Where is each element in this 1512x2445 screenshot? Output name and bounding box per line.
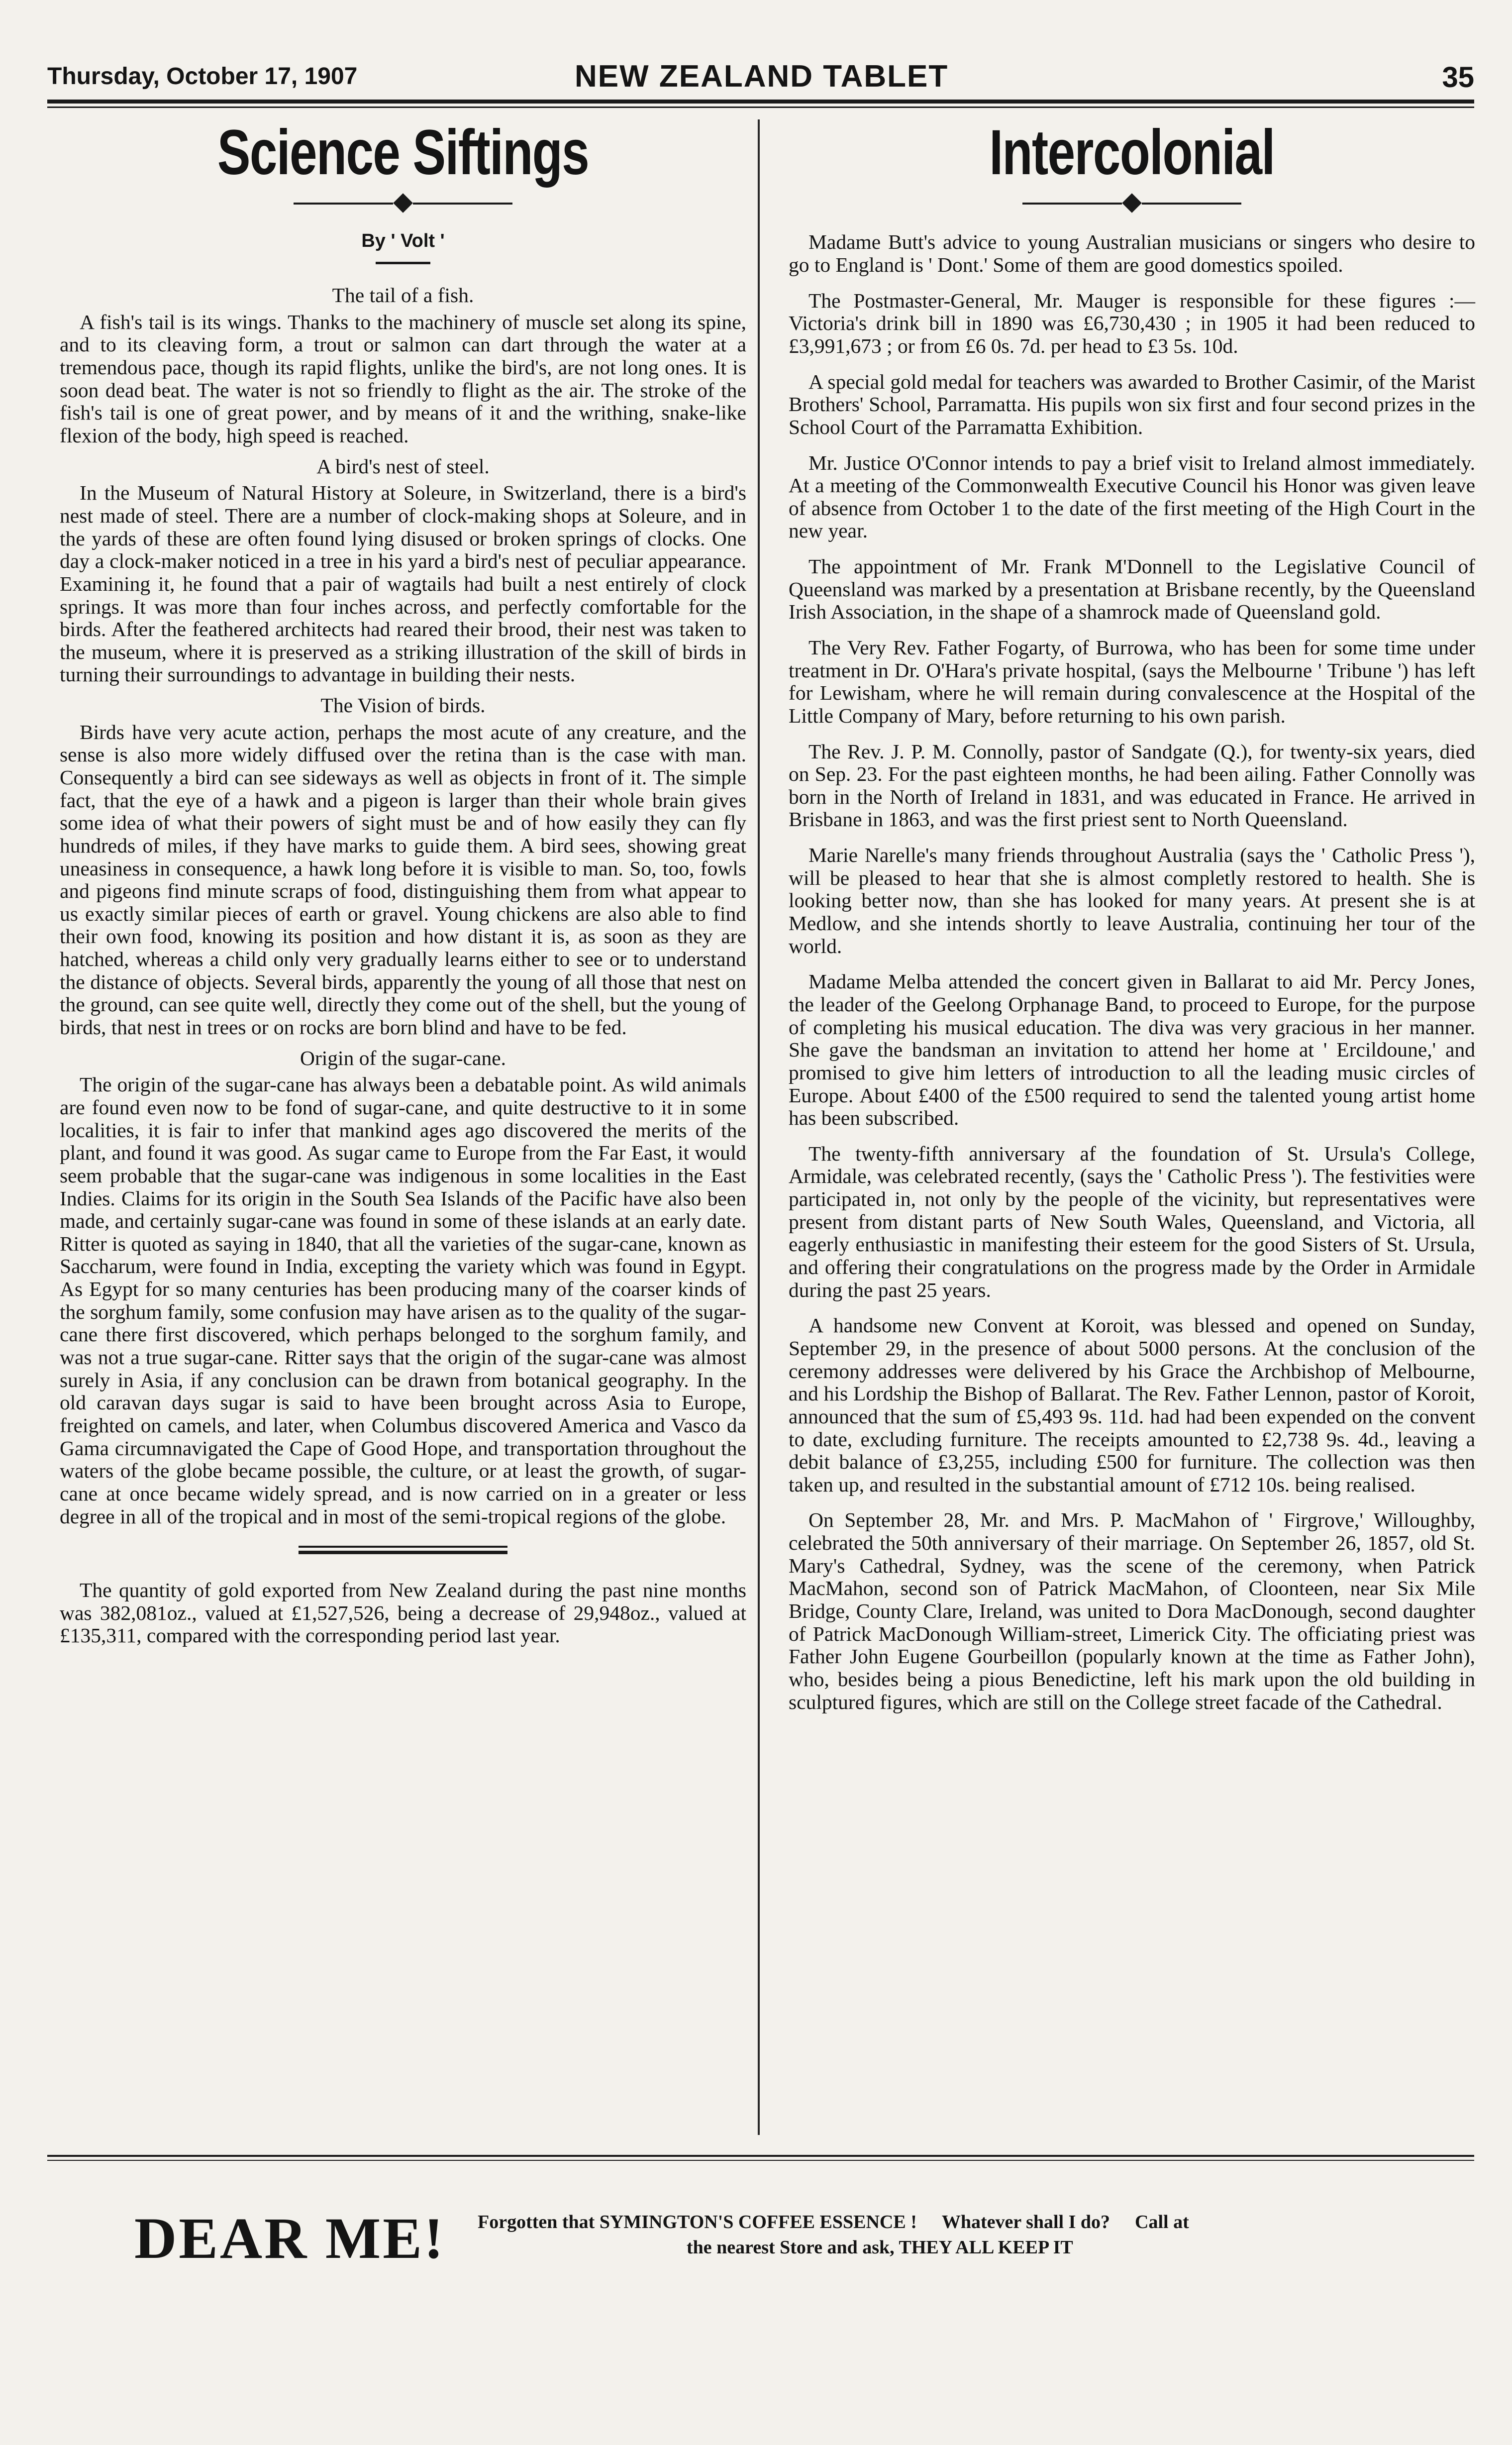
ornament-line [1022, 203, 1122, 205]
news-item: Marie Narelle's many friends throughout Australia (says the ' Catholic Press '), will be pleased to hear that she is almost completly restored to health. She is looking better now, than she has looked for many years. At present she is at Medlow, and she intends shortly to leave Australia, continuing her tour of the world. [789, 844, 1475, 957]
newspaper-title: NEW ZEALAND TABLET [575, 59, 949, 94]
diamond-icon [393, 194, 413, 213]
section-title-intercolonial: Intercolonial [989, 117, 1275, 188]
ornament-line [413, 203, 512, 205]
title-ornament [294, 196, 512, 211]
news-item: On September 28, Mr. and Mrs. P. MacMahon of ' Firgrove,' Willoughby, celebrated the 50th anniversary of their marriage. On September 26, 1857, old St. Mary's Cathedral, Sydney, was the scene of the ceremony, when Patrick MacMahon, second son of Patrick MacMahon, of Cloonteen, near Six Mile Bridge, County Clare, Ireland, was united to Dora MacDonough, second daughter of Patrick MacDonough William-street, Limerick City. The officiating priest was Father John Eugene Gourbeillon (popularly known at the time as Father John), who, besides being a pious Benedictine, left his mark upon the old building in sculptured figures, which are still on the College street facade of the Cathedral. [789, 1508, 1475, 1713]
page-number: 35 [1442, 61, 1474, 94]
article-heading: The tail of a fish. [332, 284, 474, 307]
section-end-rule [299, 1546, 507, 1548]
title-ornament [1022, 196, 1241, 211]
article-body: The origin of the sugar-cane has always been a debatable point. As wild animals are found even now to be fond of sugar-cane, and quite destructive to it in some localities, it is fair to infer that mankind ages ago discovered the merits of the plant, and found it was good. As sugar came to Europe from the Far East, it would seem probable that the sugar-cane was indigenous in some localities in the East Indies. Claims for its origin in the South Sea Islands of the Pacific have also been made, and certainly sugar-cane was found in some of these islands at an early date. Ritter is quoted as saying in 1840, that all the varieties of the sugar-cane, known as Saccharum, were found in India, excepting the variety which was found in Egypt. As Egypt for so many centuries has been producing many of the coarser kinds of the sorghum family, some confusion may have arisen as to the quality of the sugar-cane there first discovered, which perhaps belonged to the sorghum family, and was not a true sugar-cane. Ritter says that the origin of the sugar-cane was almost surely in Asia, if any conclusion can be drawn from botanical geography. In the old caravan days sugar is said to have been brought across Asia to Europe, freighted on camels, and later, when Columbus discovered America and Vasco da Gama circumnavigated the Cape of Good Hope, and transportation throughout the waters of the globe became possible, the culture, or at least the growth, of sugar-cane at once became widely spread, and is now carried on in a greater or less degree in all of the tropical and in most of the semi-tropical regions of the globe. [60, 1073, 746, 1528]
masthead [47, 59, 1474, 95]
ornament-line [294, 203, 393, 205]
news-item: The Rev. J. P. M. Connolly, pastor of Sandgate (Q.), for twenty-six years, died on Sep. 23. For the past eighteen months, he had been ailing. Father Connolly was born in the North of Ireland in 1831, and was educated in France. He arrived in Brisbane in 1863, and was the first priest sent to North Queensland. [789, 740, 1475, 831]
byline-rule [376, 262, 430, 264]
advert-line-1b: Whatever shall I do? [941, 2212, 1110, 2232]
diamond-icon [1122, 194, 1142, 213]
section-end-rule-thick [299, 1551, 507, 1554]
article-body: Birds have very acute action, perhaps the most acute of any creature, and the sense is also more widely diffused over the retina than is the case with man. Consequently a bird can see sideways as well as objects in front of it. The simple fact, that the eye of a hawk and a pigeon is larger than their whole brain gives some idea of what their powers of sight must be and of how easily they can fly hundreds of miles, if they have marks to guide them. A bird sees, showing great uneasiness in consequence, a hawk long before it is visible to man. So, too, fowls and pigeons find minute scraps of food, distinguishing them from what appear to us exactly similar pieces of earth or gravel. Young chickens are also able to find their own food, knowing its position and how distant it is, as soon as they are hatched, whereas a child only very gradually learns either to see or to understand the distance of objects. Several birds, apparently the young of all those that nest on the ground, can see quite well, directly they come out of the shell, but the young of birds, that nest in trees or on rocks are born blind and have to be fed. [60, 720, 746, 1039]
news-item: Mr. Justice O'Connor intends to pay a brief visit to Ireland almost immediately. At a meeting of the Commonwealth Executive Council his Honor was given leave of absence from October 1 to the date of the first meeting of the High Court in the new year. [789, 451, 1475, 542]
article-body: In the Museum of Natural History at Soleure, in Switzerland, there is a bird's nest made of steel. There are a number of clock-making shops at Soleure, and in the yards of these are often found lying disused or broken springs of clocks. One day a clock-maker noticed in a tree in his yard a bird's nest of peculiar appearance. Examining it, he found that a pair of wagtails had built a nest entirely of clock springs. It was more than four inches across, and perfectly comfortable for the birds. After the feathered architects had reared their brood, their nest was taken to the museum, where it is preserved as a striking illustration of the skill of birds in turning their surroundings to advantage in building their nests. [60, 481, 746, 686]
column-divider [758, 119, 760, 2135]
news-item: Madame Butt's advice to young Australian musicians or singers who desire to go to England is ' Dont.' Some of them are good domestics spoiled. [789, 230, 1475, 277]
intercolonial-column [789, 119, 1475, 1726]
news-item: The Very Rev. Father Fogarty, of Burrowa, who has been for some time under treatment in Dr. O'Hara's private hospital, (says the Melbourne ' Tribune ') has left for Lewisham, where he will remain during convalescence at the Hospital of the Little Company of Mary, before returning to his own parish. [789, 636, 1475, 727]
science-siftings-column [60, 119, 746, 1647]
issue-date: Thursday, October 17, 1907 [47, 63, 358, 90]
news-item: A handsome new Convent at Koroit, was blessed and opened on Sunday, September 29, in the presence of about 5000 persons. At the conclusion of the ceremony addresses were delivered by his Grace the Archbishop of Melbourne, and his Lordship the Bishop of Ballarat. The Rev. Father Lennon, pastor of Koroit, announced that the sum of £5,493 9s. 11d. had had been expended on the convent to date, excluding furniture. The receipts amounted to £2,738 9s. 4d., leaving a debit balance of £3,255, including £500 for furniture. The collection was then taken up, and resulted in the substantial amount of £712 10s. being realised. [789, 1314, 1475, 1496]
news-item: A special gold medal for teachers was awarded to Brother Casimir, of the Marist Brothers' School, Parramatta. His pupils won six first and four second prizes in the School Court of the Parramatta Exhibition. [789, 370, 1475, 438]
bottom-rule [47, 2155, 1474, 2157]
ornament-line [1142, 203, 1241, 205]
section-title-science-siftings: Science Siftings [217, 117, 589, 188]
article-heading: A bird's nest of steel. [316, 454, 490, 478]
gold-export-note: The quantity of gold exported from New Zealand during the past nine months was 382,081oz., valued at £1,527,526, being a decrease of 29,948oz., valued at £135,311, compared with the corresponding period last year. [60, 1579, 746, 1647]
advert-line-1a: Forgotten that SYMINGTON'S COFFEE ESSENCE ! [478, 2212, 917, 2232]
masthead-rule-thin [47, 106, 1474, 108]
advert-headline: DEAR ME! [134, 2206, 446, 2271]
news-item: The Postmaster-General, Mr. Mauger is responsible for these figures :—Victoria's drink bill in 1890 was £6,730,430 ; in 1905 it had been reduced to £3,991,673 ; or from £6 0s. 7d. per head to £3 5s. 10d. [789, 289, 1475, 357]
news-item: Madame Melba attended the concert given in Ballarat to aid Mr. Percy Jones, the leader of the Geelong Orphanage Band, to proceed to Europe, for the purpose of completing his musical education. The diva was very gracious in her manner. She gave the bandsman an invitation to attend her home at ' Ercildoune,' and promised to give him letters of introduction to all the leading music circles of Europe. About £400 of the £500 required to send the talented young artist home has been subscribed. [789, 970, 1475, 1130]
news-item: The twenty-fifth anniversary af the foundation of St. Ursula's College, Armidale, was celebrated recently, (says the ' Catholic Press '). The festivities were participated in, not only by the people of the vicinity, but representatives were present from distant parts of New South Wales, Queensland, and Victoria, all eagerly enthusiastic in manifesting their esteem for the good Sisters of St. Ursula, and offering their congratulations on the progress made by the Order in Armidale during the past 25 years. [789, 1142, 1475, 1301]
advert-line-1c: Call at [1135, 2212, 1189, 2232]
advert-text [478, 2210, 1473, 2261]
advertisement [75, 2190, 1478, 2299]
bottom-rule-thin [47, 2160, 1474, 2161]
byline: By ' Volt ' [361, 230, 445, 252]
article-body: A fish's tail is its wings. Thanks to the machinery of muscle set along its spine, and to its cleaving form, a trout or salmon can dart through the water at a tremendous pace, though its rapid flights, unlike the bird's, are not long ones. It is soon dead beat. The water is not so friendly to flight as the air. The stroke of the fish's tail is one of great power, and by means of it and the writhing, snake-like flexion of the body, high speed is reached. [60, 310, 746, 447]
article-heading: Origin of the sugar-cane. [300, 1046, 506, 1069]
advert-line-2: the nearest Store and ask, THEY ALL KEEP IT [687, 2237, 1073, 2258]
masthead-rule [47, 100, 1474, 104]
article-heading: The Vision of birds. [320, 694, 486, 717]
news-item: The appointment of Mr. Frank M'Donnell to the Legislative Council of Queensland was marked by a presentation at Brisbane recently, by the Queensland Irish Association, in the shape of a shamrock made of Queensland gold. [789, 555, 1475, 624]
